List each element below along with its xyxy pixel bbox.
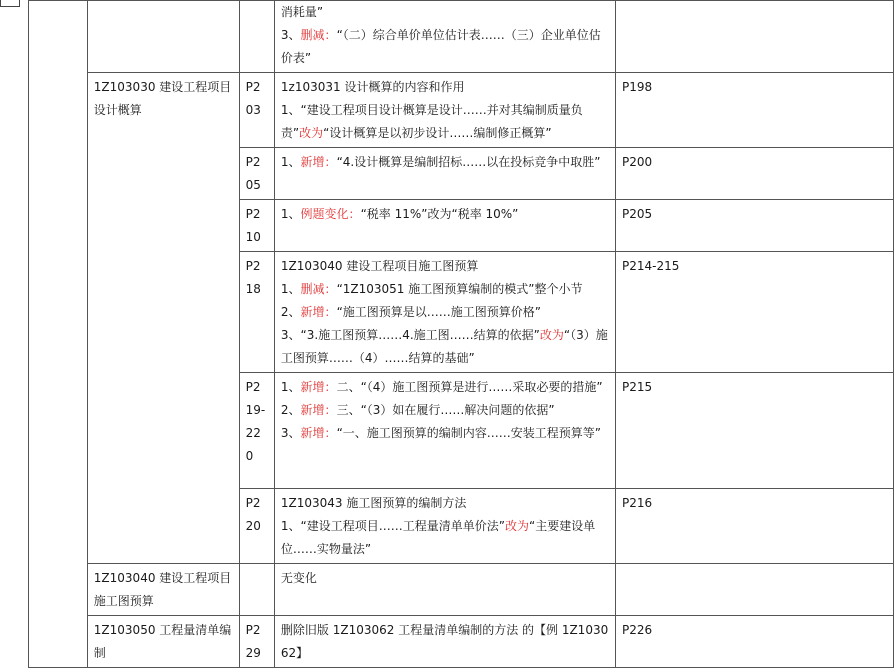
new-page-cell: P205 [615, 200, 893, 252]
change-type-label: 改为 [539, 328, 564, 342]
table-row [29, 73, 894, 148]
change-line: 1Z103040 建设工程项目施工图预算 [280, 259, 479, 273]
change-type-label: 新增： [300, 380, 337, 394]
change-cell [274, 73, 615, 148]
new-page-cell: P216 [615, 489, 893, 564]
change-type-label: 例题变化： [300, 207, 361, 221]
change-line: 1z103031 设计概算的内容和作用 [280, 80, 465, 94]
new-page-cell: P215 [615, 373, 893, 489]
old-page-cell: P210 [239, 200, 274, 252]
change-type-label: 改为 [299, 126, 324, 140]
change-type-label: 改为 [504, 519, 529, 533]
change-line: 删除旧版 1Z103062 工程量清单编制的方法 的【例 1Z103062】 [280, 623, 609, 660]
change-type-label: 新增： [300, 155, 337, 169]
new-page-cell: P214-215 [615, 252, 893, 373]
old-page-cell: P220 [239, 489, 274, 564]
change-line: 1、新增：二、“（4）施工图预算是进行……采取必要的措施” [280, 380, 603, 394]
section-title: 1Z103030 建设工程项目设计概算 [93, 80, 232, 117]
old-page-cell: P205 [239, 148, 274, 200]
new-page-cell: P198 [615, 73, 893, 148]
section-title: 1Z103040 建设工程项目施工图预算 [93, 571, 232, 608]
change-type-label: 删减： [300, 28, 337, 42]
change-type-label: 新增： [300, 426, 337, 440]
section-cell [87, 1, 239, 73]
change-line: 2、新增：“施工图预算是以……施工图预算价格” [280, 305, 541, 319]
change-line: 2、新增：三、“（3）如在履行……解决问题的依据” [280, 403, 555, 417]
change-line: 1、例题变化：“税率 11%”改为“税率 10%” [280, 207, 519, 221]
corner-marker [0, 0, 20, 7]
section-title: 1Z103050 工程量清单编制 [93, 623, 232, 660]
old-page-cell: P229 [239, 616, 274, 668]
old-page-cell: P218 [239, 252, 274, 373]
change-cell [274, 1, 615, 73]
change-line: 1、新增：“4.设计概算是编制招标……以在投标竞争中取胜” [280, 155, 601, 169]
left-margin-column [0, 0, 29, 608]
new-page-cell: P200 [615, 148, 893, 200]
change-line: 3、新增：“一、施工图预算的编制内容……安装工程预算等” [280, 426, 601, 440]
new-page-cell: P226 [615, 616, 893, 668]
change-cell [274, 616, 615, 668]
table-row [29, 616, 894, 668]
change-line: 1、“建设工程项目设计概算是设计……并对其编制质量负责”改为“设计概算是以初步设计……编制修正概算” [280, 103, 583, 140]
old-page-cell: P203 [239, 73, 274, 148]
change-line: 1、“建设工程项目……工程量清单单价法”改为“主要建设单位……实物量法” [280, 519, 596, 556]
change-cell [274, 148, 615, 200]
change-line: 3、“3.施工图预算……4.施工图……结算的依据”改为“（3）施工图预算……（4）……结算的基础” [280, 328, 608, 365]
change-cell [274, 373, 615, 489]
section-cell [87, 73, 239, 564]
change-type-label: 新增： [300, 403, 337, 417]
change-line: 1Z103043 施工图预算的编制方法 [280, 496, 467, 510]
change-line: 1、删减：“1Z103051 施工图预算编制的模式”整个小节 [280, 282, 583, 296]
section-cell [87, 616, 239, 668]
new-page-cell [615, 1, 893, 73]
change-cell [274, 489, 615, 564]
chapter-cell [29, 1, 88, 668]
old-page-cell: P219-220 [239, 373, 274, 489]
old-page-cell [239, 1, 274, 73]
revision-table [28, 0, 894, 668]
change-line: 无变化 [280, 571, 317, 585]
change-line: 消耗量” [280, 5, 324, 19]
change-cell [274, 252, 615, 373]
change-line: 3、删减：“（二）综合单价单位估计表……（三）企业单位估价表” [280, 28, 601, 65]
change-cell [274, 200, 615, 252]
table-row [29, 1, 894, 73]
change-type-label: 删减： [300, 282, 337, 296]
change-type-label: 新增： [300, 305, 337, 319]
